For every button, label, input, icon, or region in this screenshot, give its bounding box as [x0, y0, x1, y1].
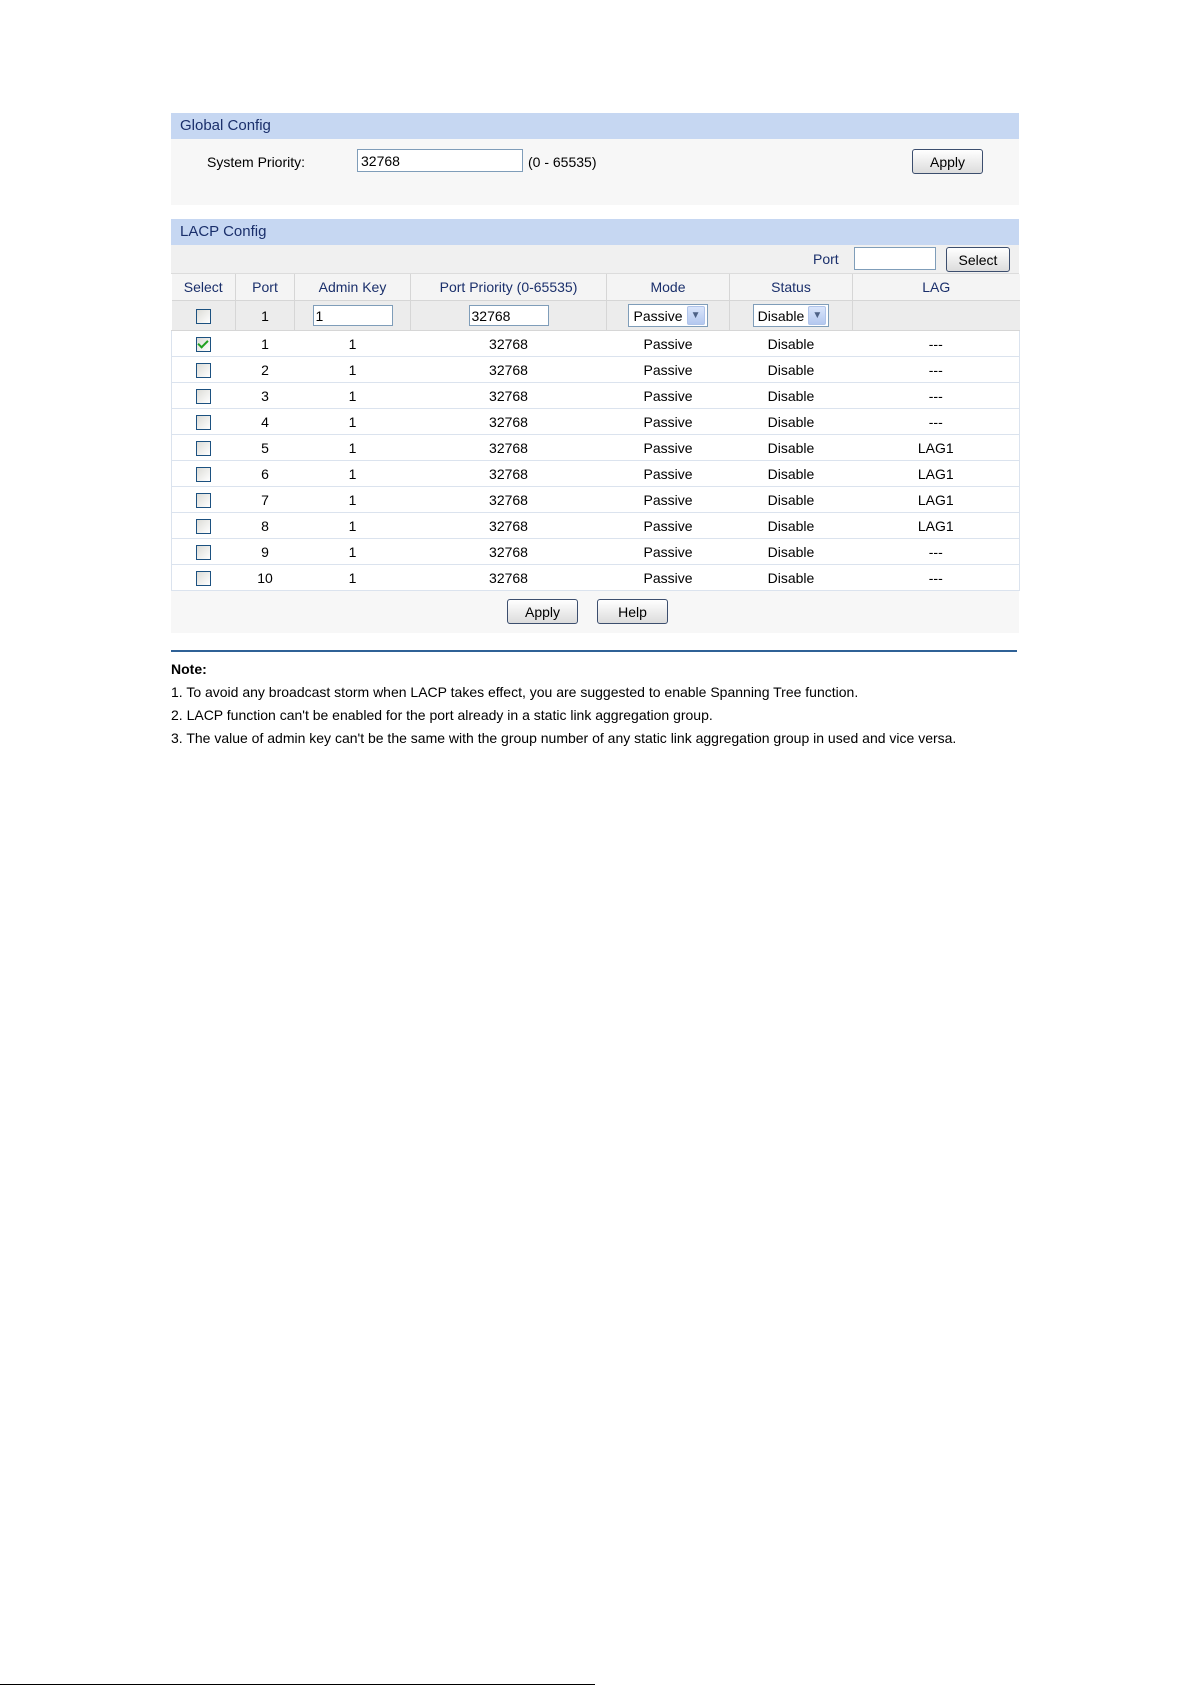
row-select-checkbox[interactable]: [196, 519, 211, 534]
col-header-lag: LAG: [853, 274, 1020, 301]
table-row[interactable]: [172, 487, 1020, 513]
select-cell: [172, 565, 236, 591]
system-priority-label: System Priority:: [207, 154, 306, 170]
mode-cell: Passive: [607, 435, 730, 461]
chevron-down-icon: ▼: [808, 306, 826, 325]
row-select-checkbox[interactable]: [196, 467, 211, 482]
global-apply-button[interactable]: Apply: [912, 149, 983, 174]
port-cell: 8: [236, 513, 295, 539]
select-cell: [172, 357, 236, 383]
row-select-checkbox[interactable]: [196, 493, 211, 508]
status-select-value: Disable: [757, 307, 805, 324]
table-row[interactable]: [172, 435, 1020, 461]
edit-admin-key-cell: [295, 301, 411, 331]
admin-key-cell: 1: [295, 565, 411, 591]
table-row[interactable]: [172, 565, 1020, 591]
mode-cell: Passive: [607, 565, 730, 591]
port-cell: 7: [236, 487, 295, 513]
lag-cell: ---: [853, 331, 1020, 357]
lag-cell: ---: [853, 357, 1020, 383]
note-section: [171, 658, 1019, 750]
admin-key-cell: 1: [295, 357, 411, 383]
select-cell: [172, 331, 236, 357]
chevron-down-icon: ▼: [687, 306, 705, 325]
table-row[interactable]: [172, 409, 1020, 435]
lacp-config-section: [171, 219, 1019, 633]
priority-cell: 32768: [411, 565, 607, 591]
edit-priority-cell: [411, 301, 607, 331]
edit-lag-cell: [853, 301, 1020, 331]
table-row[interactable]: [172, 513, 1020, 539]
edit-mode-cell: [607, 301, 730, 331]
lag-cell: LAG1: [853, 461, 1020, 487]
select-cell: [172, 539, 236, 565]
row-select-checkbox[interactable]: [196, 363, 211, 378]
port-priority-input[interactable]: [469, 305, 549, 326]
mode-cell: Passive: [607, 513, 730, 539]
table-row[interactable]: [172, 383, 1020, 409]
note-title: Note:: [171, 661, 207, 677]
priority-cell: 32768: [411, 435, 607, 461]
lag-cell: ---: [853, 565, 1020, 591]
table-header-row: [172, 274, 1020, 301]
mode-cell: Passive: [607, 331, 730, 357]
row-select-checkbox[interactable]: [196, 545, 211, 560]
select-cell: [172, 461, 236, 487]
status-cell: Disable: [730, 383, 853, 409]
row-select-checkbox[interactable]: [196, 415, 211, 430]
admin-key-cell: 1: [295, 487, 411, 513]
priority-cell: 32768: [411, 461, 607, 487]
port-cell: 2: [236, 357, 295, 383]
port-cell: 4: [236, 409, 295, 435]
lag-cell: ---: [853, 409, 1020, 435]
priority-cell: 32768: [411, 383, 607, 409]
status-cell: Disable: [730, 513, 853, 539]
admin-key-cell: 1: [295, 513, 411, 539]
lag-cell: LAG1: [853, 435, 1020, 461]
port-select-label: Port: [813, 251, 839, 267]
priority-cell: 32768: [411, 331, 607, 357]
note-line: 2. LACP function can't be enabled for the port already in a static link aggregation group.: [171, 707, 713, 723]
lacp-config-page: [171, 113, 1019, 750]
status-cell: Disable: [730, 539, 853, 565]
table-action-bar: [171, 591, 1019, 633]
mode-cell: Passive: [607, 487, 730, 513]
priority-cell: 32768: [411, 487, 607, 513]
admin-key-input[interactable]: [313, 305, 393, 326]
admin-key-cell: 1: [295, 331, 411, 357]
lag-cell: ---: [853, 539, 1020, 565]
col-header-mode: Mode: [607, 274, 730, 301]
priority-cell: 32768: [411, 409, 607, 435]
admin-key-cell: 1: [295, 383, 411, 409]
lacp-apply-button[interactable]: Apply: [507, 599, 578, 624]
priority-cell: 32768: [411, 357, 607, 383]
admin-key-cell: 1: [295, 435, 411, 461]
table-row[interactable]: [172, 331, 1020, 357]
status-cell: Disable: [730, 565, 853, 591]
system-priority-range: (0 - 65535): [528, 154, 597, 170]
mode-select[interactable]: [628, 304, 707, 327]
mode-cell: Passive: [607, 461, 730, 487]
mode-cell: Passive: [607, 409, 730, 435]
note-line: 1. To avoid any broadcast storm when LACP takes effect, you are suggested to enable Spanning Tree function.: [171, 684, 859, 700]
edit-row: [172, 301, 1020, 331]
admin-key-cell: 1: [295, 409, 411, 435]
note-divider: [171, 650, 1017, 652]
mode-select-value: Passive: [633, 307, 683, 324]
status-cell: Disable: [730, 435, 853, 461]
lacp-table: [171, 274, 1020, 591]
status-select[interactable]: [753, 304, 830, 327]
status-cell: Disable: [730, 331, 853, 357]
edit-select-cell: [172, 301, 236, 331]
port-cell: 5: [236, 435, 295, 461]
select-cell: [172, 435, 236, 461]
global-config-panel: [171, 139, 1019, 205]
lag-cell: LAG1: [853, 513, 1020, 539]
lag-cell: ---: [853, 383, 1020, 409]
row-select-checkbox[interactable]: [196, 441, 211, 456]
col-header-port-priority: Port Priority (0-65535): [411, 274, 607, 301]
lag-cell: LAG1: [853, 487, 1020, 513]
select-cell: [172, 409, 236, 435]
select-all-checkbox[interactable]: [196, 309, 211, 324]
priority-cell: 32768: [411, 539, 607, 565]
row-select-checkbox[interactable]: [196, 389, 211, 404]
port-cell: 6: [236, 461, 295, 487]
global-config-header: Global Config: [171, 113, 1019, 139]
mode-cell: Passive: [607, 383, 730, 409]
table-row[interactable]: [172, 539, 1020, 565]
status-cell: Disable: [730, 409, 853, 435]
select-cell: [172, 383, 236, 409]
edit-port: 1: [236, 301, 295, 331]
status-cell: Disable: [730, 487, 853, 513]
help-button[interactable]: Help: [597, 599, 668, 624]
row-select-checkbox[interactable]: [196, 571, 211, 586]
col-header-admin-key: Admin Key: [295, 274, 411, 301]
mode-cell: Passive: [607, 357, 730, 383]
admin-key-cell: 1: [295, 461, 411, 487]
row-select-checkbox[interactable]: [196, 337, 211, 352]
select-cell: [172, 513, 236, 539]
port-cell: 1: [236, 331, 295, 357]
port-cell: 9: [236, 539, 295, 565]
note-line: 3. The value of admin key can't be the same with the group number of any static link aggregation group in used and vice versa.: [171, 730, 957, 746]
port-select-bar: [171, 245, 1019, 274]
status-cell: Disable: [730, 357, 853, 383]
edit-status-cell: [730, 301, 853, 331]
mode-cell: Passive: [607, 539, 730, 565]
table-row[interactable]: [172, 461, 1020, 487]
select-cell: [172, 487, 236, 513]
priority-cell: 32768: [411, 513, 607, 539]
col-header-select: Select: [172, 274, 236, 301]
table-row[interactable]: [172, 357, 1020, 383]
port-select-input[interactable]: [854, 247, 936, 270]
col-header-status: Status: [730, 274, 853, 301]
admin-key-cell: 1: [295, 539, 411, 565]
system-priority-input[interactable]: [357, 149, 523, 172]
col-header-port: Port: [236, 274, 295, 301]
port-select-button[interactable]: Select: [946, 247, 1010, 272]
lacp-config-header: LACP Config: [171, 219, 1019, 245]
port-cell: 10: [236, 565, 295, 591]
port-cell: 3: [236, 383, 295, 409]
status-cell: Disable: [730, 461, 853, 487]
